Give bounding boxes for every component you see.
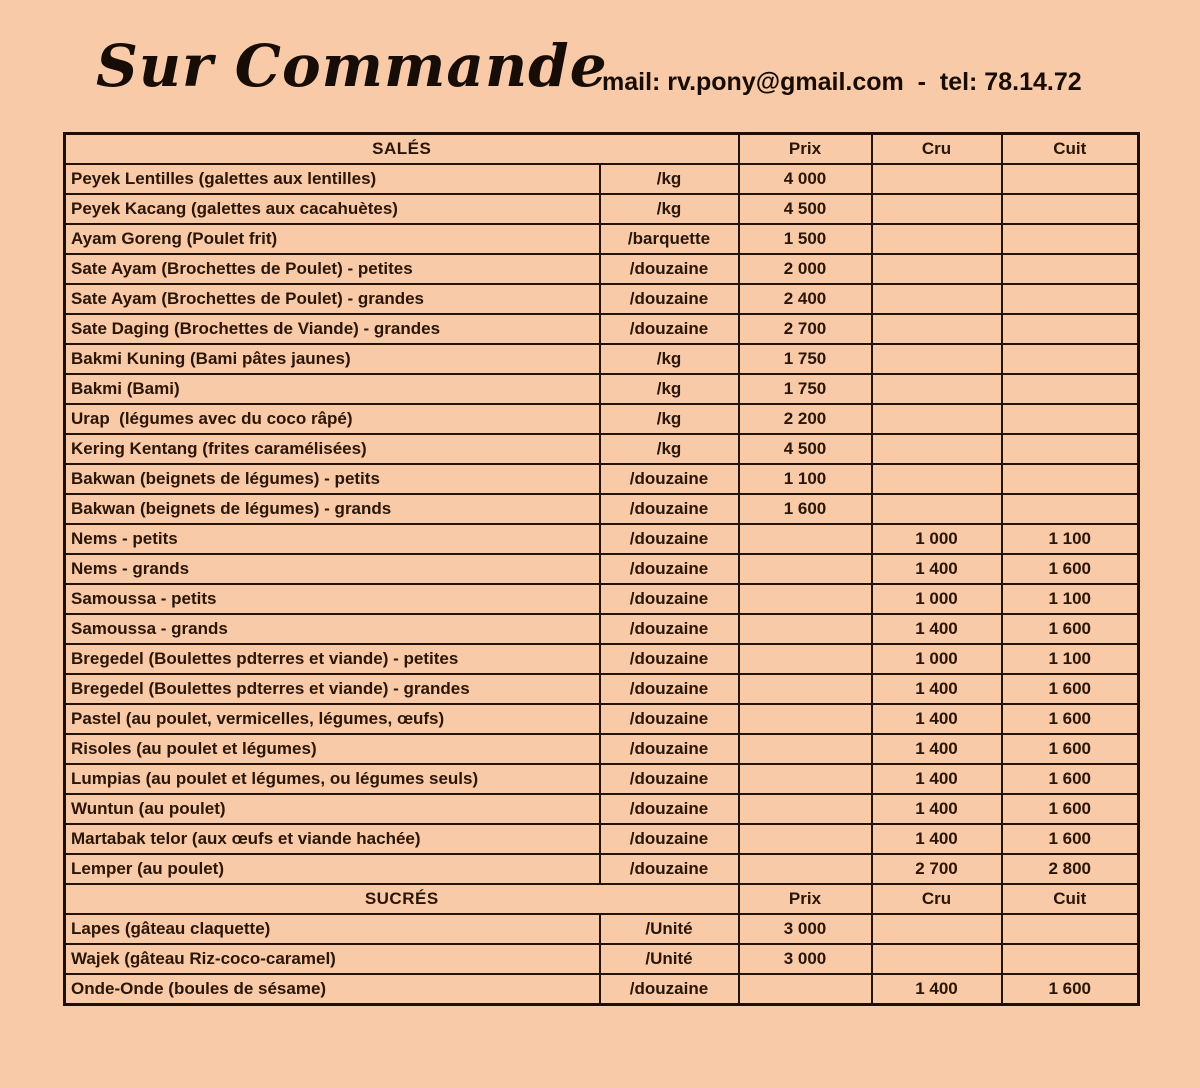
- item-unit-cell: /douzaine: [600, 314, 739, 344]
- table-row: [65, 404, 1139, 434]
- item-cru-cell: [872, 314, 1002, 344]
- item-name-cell: Bakwan (beignets de légumes) - grands: [65, 494, 600, 524]
- item-unit-cell: /kg: [600, 434, 739, 464]
- item-prix-cell: 2 200: [739, 404, 872, 434]
- item-prix-cell: 4 500: [739, 434, 872, 464]
- page-title: Sur Commande: [96, 32, 608, 100]
- table-row: [65, 914, 1139, 944]
- item-cru-cell: 1 000: [872, 644, 1002, 674]
- contact-info: mail: rv.pony@gmail.com - tel: 78.14.72: [602, 68, 1082, 96]
- item-unit-cell: /douzaine: [600, 254, 739, 284]
- item-name-cell: Bakmi Kuning (Bami pâtes jaunes): [65, 344, 600, 374]
- item-prix-cell: 1 750: [739, 374, 872, 404]
- item-cru-cell: 1 400: [872, 824, 1002, 854]
- item-prix-cell: [739, 974, 872, 1005]
- item-cuit-cell: 1 600: [1002, 974, 1139, 1005]
- item-unit-cell: /douzaine: [600, 764, 739, 794]
- item-unit-cell: /douzaine: [600, 584, 739, 614]
- table-row: [65, 224, 1139, 254]
- table-row: [65, 254, 1139, 284]
- item-cru-cell: 1 400: [872, 764, 1002, 794]
- item-cru-cell: 1 400: [872, 614, 1002, 644]
- item-cru-cell: [872, 164, 1002, 194]
- item-name-cell: Bakwan (beignets de légumes) - petits: [65, 464, 600, 494]
- item-unit-cell: /douzaine: [600, 974, 739, 1005]
- price-table-body: [65, 134, 1139, 1005]
- item-name-cell: Martabak telor (aux œufs et viande hachée): [65, 824, 600, 854]
- item-unit-cell: /kg: [600, 194, 739, 224]
- item-prix-cell: [739, 794, 872, 824]
- item-prix-cell: [739, 674, 872, 704]
- table-row: [65, 734, 1139, 764]
- item-prix-cell: [739, 704, 872, 734]
- table-row: [65, 464, 1139, 494]
- table-row: [65, 524, 1139, 554]
- column-header-prix: Prix: [739, 884, 872, 914]
- item-cru-cell: [872, 914, 1002, 944]
- item-cuit-cell: [1002, 404, 1139, 434]
- item-prix-cell: 1 500: [739, 224, 872, 254]
- item-unit-cell: /barquette: [600, 224, 739, 254]
- table-row: [65, 764, 1139, 794]
- item-unit-cell: /douzaine: [600, 674, 739, 704]
- item-cru-cell: [872, 434, 1002, 464]
- item-cuit-cell: [1002, 344, 1139, 374]
- column-header-cru: Cru: [872, 134, 1002, 165]
- item-prix-cell: 4 000: [739, 164, 872, 194]
- item-cuit-cell: 1 600: [1002, 734, 1139, 764]
- item-unit-cell: /douzaine: [600, 464, 739, 494]
- item-cuit-cell: 2 800: [1002, 854, 1139, 884]
- item-name-cell: Sate Ayam (Brochettes de Poulet) - grandes: [65, 284, 600, 314]
- item-unit-cell: /douzaine: [600, 554, 739, 584]
- table-row: [65, 704, 1139, 734]
- item-name-cell: Kering Kentang (frites caramélisées): [65, 434, 600, 464]
- item-cru-cell: [872, 374, 1002, 404]
- table-row: [65, 434, 1139, 464]
- item-cru-cell: [872, 344, 1002, 374]
- item-name-cell: Pastel (au poulet, vermicelles, légumes, œufs): [65, 704, 600, 734]
- item-prix-cell: [739, 614, 872, 644]
- item-name-cell: Ayam Goreng (Poulet frit): [65, 224, 600, 254]
- item-cuit-cell: 1 600: [1002, 704, 1139, 734]
- item-name-cell: Nems - grands: [65, 554, 600, 584]
- item-cuit-cell: [1002, 254, 1139, 284]
- item-cuit-cell: [1002, 914, 1139, 944]
- item-cru-cell: 1 400: [872, 794, 1002, 824]
- item-cru-cell: [872, 284, 1002, 314]
- item-unit-cell: /douzaine: [600, 734, 739, 764]
- item-cru-cell: 1 000: [872, 524, 1002, 554]
- item-unit-cell: /kg: [600, 344, 739, 374]
- section-header-row: [65, 884, 1139, 914]
- table-row: [65, 794, 1139, 824]
- item-cuit-cell: 1 600: [1002, 554, 1139, 584]
- table-row: [65, 194, 1139, 224]
- item-cru-cell: [872, 194, 1002, 224]
- item-cuit-cell: 1 600: [1002, 824, 1139, 854]
- item-cru-cell: 1 400: [872, 554, 1002, 584]
- item-name-cell: Risoles (au poulet et légumes): [65, 734, 600, 764]
- item-cru-cell: [872, 224, 1002, 254]
- table-row: [65, 974, 1139, 1005]
- item-name-cell: Nems - petits: [65, 524, 600, 554]
- section-header-row: [65, 134, 1139, 165]
- item-cru-cell: [872, 464, 1002, 494]
- item-prix-cell: 2 000: [739, 254, 872, 284]
- table-row: [65, 944, 1139, 974]
- item-cuit-cell: 1 600: [1002, 794, 1139, 824]
- table-row: [65, 584, 1139, 614]
- item-name-cell: Peyek Lentilles (galettes aux lentilles): [65, 164, 600, 194]
- item-cuit-cell: [1002, 434, 1139, 464]
- item-name-cell: Lemper (au poulet): [65, 854, 600, 884]
- item-cuit-cell: 1 600: [1002, 614, 1139, 644]
- column-header-prix: Prix: [739, 134, 872, 165]
- item-unit-cell: /Unité: [600, 914, 739, 944]
- item-cuit-cell: 1 600: [1002, 764, 1139, 794]
- table-row: [65, 854, 1139, 884]
- item-name-cell: Wajek (gâteau Riz-coco-caramel): [65, 944, 600, 974]
- item-unit-cell: /douzaine: [600, 794, 739, 824]
- item-name-cell: Sate Daging (Brochettes de Viande) - grandes: [65, 314, 600, 344]
- table-row: [65, 314, 1139, 344]
- table-row: [65, 824, 1139, 854]
- item-name-cell: Urap (légumes avec du coco râpé): [65, 404, 600, 434]
- item-unit-cell: /douzaine: [600, 704, 739, 734]
- table-row: [65, 374, 1139, 404]
- item-name-cell: Bregedel (Boulettes pdterres et viande) - grandes: [65, 674, 600, 704]
- column-header-cuit: Cuit: [1002, 134, 1139, 165]
- item-cuit-cell: [1002, 284, 1139, 314]
- item-cru-cell: 1 400: [872, 704, 1002, 734]
- table-row: [65, 554, 1139, 584]
- item-prix-cell: 4 500: [739, 194, 872, 224]
- item-unit-cell: /douzaine: [600, 284, 739, 314]
- item-name-cell: Lapes (gâteau claquette): [65, 914, 600, 944]
- item-name-cell: Lumpias (au poulet et légumes, ou légumes seuls): [65, 764, 600, 794]
- item-name-cell: Samoussa - grands: [65, 614, 600, 644]
- item-cru-cell: 1 400: [872, 674, 1002, 704]
- item-cuit-cell: [1002, 314, 1139, 344]
- item-prix-cell: [739, 764, 872, 794]
- item-prix-cell: 1 600: [739, 494, 872, 524]
- price-table: [63, 132, 1140, 1006]
- item-prix-cell: 2 400: [739, 284, 872, 314]
- item-unit-cell: /douzaine: [600, 614, 739, 644]
- table-row: [65, 674, 1139, 704]
- item-cru-cell: [872, 944, 1002, 974]
- item-cuit-cell: [1002, 494, 1139, 524]
- item-name-cell: Samoussa - petits: [65, 584, 600, 614]
- item-cuit-cell: 1 100: [1002, 524, 1139, 554]
- item-prix-cell: [739, 584, 872, 614]
- item-cru-cell: 1 400: [872, 734, 1002, 764]
- item-prix-cell: 1 750: [739, 344, 872, 374]
- item-unit-cell: /Unité: [600, 944, 739, 974]
- table-row: [65, 644, 1139, 674]
- item-unit-cell: /kg: [600, 404, 739, 434]
- section-header-label: SUCRÉS: [65, 884, 739, 914]
- item-unit-cell: /douzaine: [600, 854, 739, 884]
- item-name-cell: Bakmi (Bami): [65, 374, 600, 404]
- item-cuit-cell: [1002, 194, 1139, 224]
- table-row: [65, 344, 1139, 374]
- item-cru-cell: 1 000: [872, 584, 1002, 614]
- item-cru-cell: [872, 494, 1002, 524]
- item-name-cell: Wuntun (au poulet): [65, 794, 600, 824]
- column-header-cru: Cru: [872, 884, 1002, 914]
- item-name-cell: Sate Ayam (Brochettes de Poulet) - petites: [65, 254, 600, 284]
- item-unit-cell: /douzaine: [600, 824, 739, 854]
- item-unit-cell: /douzaine: [600, 524, 739, 554]
- item-prix-cell: [739, 554, 872, 584]
- table-row: [65, 284, 1139, 314]
- item-cuit-cell: [1002, 164, 1139, 194]
- item-unit-cell: /douzaine: [600, 494, 739, 524]
- item-cuit-cell: 1 100: [1002, 644, 1139, 674]
- item-prix-cell: [739, 854, 872, 884]
- section-header-label: SALÉS: [65, 134, 739, 165]
- item-cuit-cell: [1002, 464, 1139, 494]
- item-prix-cell: [739, 824, 872, 854]
- item-prix-cell: [739, 734, 872, 764]
- item-cuit-cell: [1002, 374, 1139, 404]
- item-cru-cell: [872, 254, 1002, 284]
- item-prix-cell: 3 000: [739, 944, 872, 974]
- item-name-cell: Bregedel (Boulettes pdterres et viande) - petites: [65, 644, 600, 674]
- item-cru-cell: 1 400: [872, 974, 1002, 1005]
- item-cru-cell: 2 700: [872, 854, 1002, 884]
- item-prix-cell: [739, 524, 872, 554]
- item-cuit-cell: 1 100: [1002, 584, 1139, 614]
- table-row: [65, 494, 1139, 524]
- item-cru-cell: [872, 404, 1002, 434]
- item-name-cell: Onde-Onde (boules de sésame): [65, 974, 600, 1005]
- table-row: [65, 164, 1139, 194]
- item-cuit-cell: [1002, 224, 1139, 254]
- item-prix-cell: 2 700: [739, 314, 872, 344]
- item-prix-cell: [739, 644, 872, 674]
- item-cuit-cell: 1 600: [1002, 674, 1139, 704]
- item-cuit-cell: [1002, 944, 1139, 974]
- table-row: [65, 614, 1139, 644]
- item-unit-cell: /douzaine: [600, 644, 739, 674]
- item-name-cell: Peyek Kacang (galettes aux cacahuètes): [65, 194, 600, 224]
- column-header-cuit: Cuit: [1002, 884, 1139, 914]
- item-prix-cell: 1 100: [739, 464, 872, 494]
- item-unit-cell: /kg: [600, 164, 739, 194]
- item-prix-cell: 3 000: [739, 914, 872, 944]
- item-unit-cell: /kg: [600, 374, 739, 404]
